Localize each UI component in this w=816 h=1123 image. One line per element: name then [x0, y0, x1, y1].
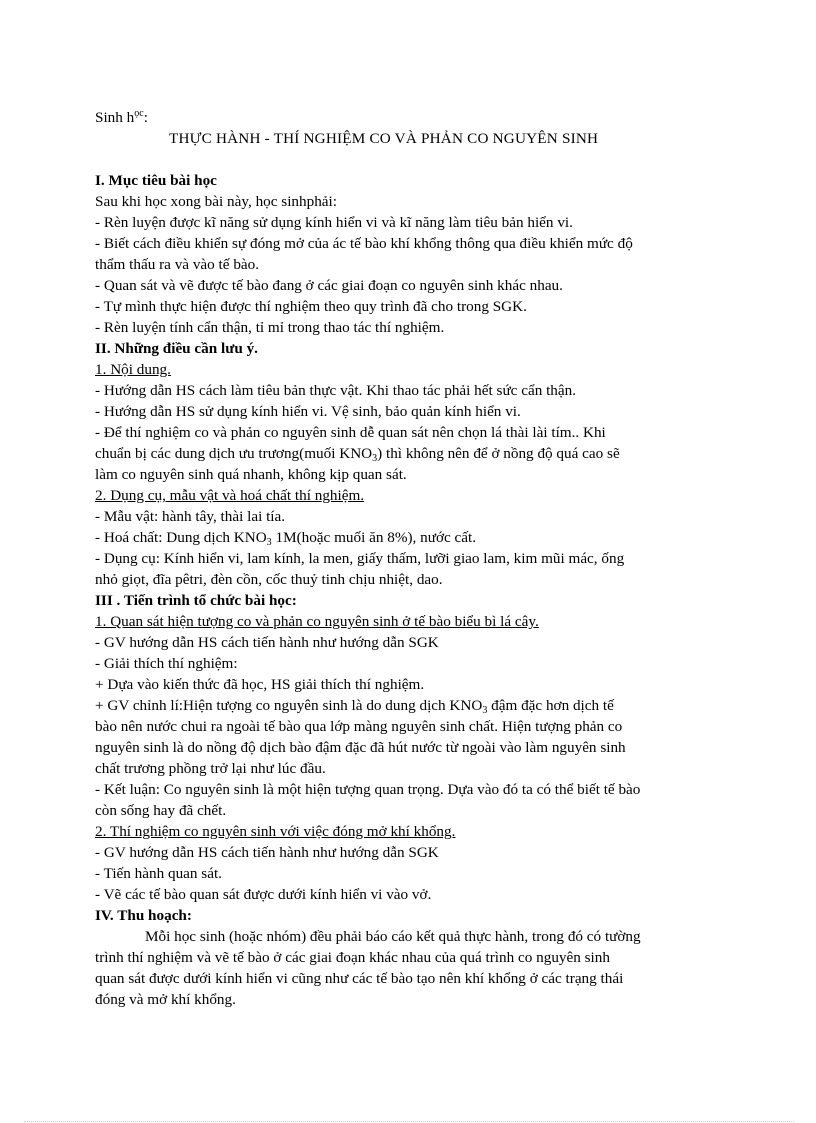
subject-superscript: ọc — [134, 108, 144, 119]
text-run: chuẩn bị các dung dịch ưu trương(muối KNO — [95, 445, 373, 462]
section-heading-objectives: I. Mục tiêu bài học — [95, 172, 217, 189]
list-item-continued — [95, 443, 725, 464]
list-item: - Vẽ các tế bào quan sát được dưới kính hiển vi vào vở. — [95, 886, 432, 903]
subheading-content: 1. Nội dung. — [95, 361, 171, 378]
list-item: - Quan sát và vẽ được tế bào đang ở các giai đoạn co nguyên sinh khác nhau. — [95, 277, 563, 294]
paragraph-line: đóng và mở khí khổng. — [95, 991, 236, 1008]
subscript: 3 — [266, 537, 272, 548]
text-run: đậm đặc hơn dịch tế — [487, 697, 614, 714]
subheading-equipment: 2. Dụng cụ, mẫu vật và hoá chất thí nghiệm. — [95, 487, 365, 504]
list-item: - Để thí nghiệm co và phản co nguyên sinh dễ quan sát nên chọn lá thài lài tím.. Khi — [95, 424, 606, 441]
subject-colon: : — [143, 109, 148, 126]
subject-label: Sinh h — [95, 109, 135, 126]
list-item: - Mẫu vật: hành tây, thài lai tía. — [95, 508, 286, 525]
list-item: thẩm thấu ra và vào tế bào. — [95, 256, 260, 273]
list-item-continued: bào nên nước chui ra ngoài tế bào qua lớp màng nguyên sinh chất. Hiện tượng phản co — [95, 718, 623, 735]
list-item: - Rèn luyện được kĩ năng sử dụng kính hiển vi và kĩ năng làm tiêu bản hiển vi. — [95, 214, 573, 231]
subscript: 3 — [482, 705, 488, 716]
text-run: 1M(hoặc muối ăn 8%), nước cất. — [271, 529, 477, 546]
page-title: THỰC HÀNH - THÍ NGHIỆM CO VÀ PHẢN CO NGUYÊN SINH — [169, 130, 599, 147]
list-item: - GV hướng dẫn HS cách tiến hành như hướng dẫn SGK — [95, 634, 439, 651]
list-item: - Tiến hành quan sát. — [95, 865, 222, 882]
paragraph-line: trình thí nghiệm và vẽ tế bào ở các giai đoạn khác nhau của quá trình co nguyên sinh — [95, 949, 610, 966]
list-item: - Hướng dẫn HS cách làm tiêu bản thực vật. Khi thao tác phải hết sức cẩn thận. — [95, 382, 577, 399]
spacer — [95, 151, 725, 170]
list-item: - Kết luận: Co nguyên sinh là một hiện tượng quan trọng. Dựa vào đó ta có thể biết tế bào — [95, 781, 641, 798]
paragraph-line: quan sát được dưới kính hiển vi cũng như các tế bào tạo nên khí khổng ở các trạng thái — [95, 970, 624, 987]
section-heading-harvest: IV. Thu hoạch: — [95, 907, 192, 924]
subject-line — [95, 107, 725, 128]
document-content — [95, 107, 725, 1010]
subscript: 3 — [372, 453, 378, 464]
list-item: - Biết cách điều khiển sự đóng mở của ác tế bào khí khổng thông qua điều khiển mức độ — [95, 235, 633, 252]
list-item: + Dựa vào kiến thức đã học, HS giải thích thí nghiệm. — [95, 676, 425, 693]
list-item: - Hướng dẫn HS sử dụng kính hiển vi. Vệ sinh, bảo quản kính hiển vi. — [95, 403, 521, 420]
text-run: - Hoá chất: Dung dịch KNO — [95, 529, 267, 546]
list-item: - Giải thích thí nghiệm: — [95, 655, 238, 672]
list-item — [95, 695, 725, 716]
list-item-continued: còn sống hay đã chết. — [95, 802, 227, 819]
list-item: - Tự mình thực hiện được thí nghiệm theo quy trình đã cho trong SGK. — [95, 298, 527, 315]
text-run: ) thì không nên để ở nồng độ quá cao sẽ — [377, 445, 620, 462]
list-item: - Rèn luyện tính cẩn thận, tỉ mỉ trong thao tác thí nghiệm. — [95, 319, 445, 336]
page-bottom-divider — [24, 1121, 794, 1122]
list-item: - Dụng cụ: Kính hiển vi, lam kính, la men, giấy thấm, lưỡi giao lam, kim mũi mác, ống — [95, 550, 625, 567]
list-item-continued: nhỏ giọt, đĩa pêtri, đèn cồn, cốc thuỷ tinh chịu nhiệt, dao. — [95, 571, 443, 588]
section-heading-notes: II. Những điều cần lưu ý. — [95, 340, 258, 357]
list-item-continued: chất trương phồng trở lại như lúc đầu. — [95, 760, 326, 777]
list-item: - GV hướng dẫn HS cách tiến hành như hướng dẫn SGK — [95, 844, 439, 861]
subheading-stomata: 2. Thí nghiệm co nguyên sinh với việc đóng mở khí khổng. — [95, 823, 456, 840]
subheading-observation: 1. Quan sát hiện tượng co và phản co nguyên sinh ở tế bào biểu bì lá cây. — [95, 613, 539, 630]
section-heading-process: III . Tiến trình tổ chức bài học: — [95, 592, 297, 609]
list-item-continued: làm co nguyên sinh quá nhanh, không kịp quan sát. — [95, 466, 407, 483]
paragraph-line: Mỗi học sinh (hoặc nhóm) đều phải báo cáo kết quả thực hành, trong đó có tường — [145, 928, 641, 945]
list-item — [95, 527, 725, 548]
list-item-continued: nguyên sinh là do nồng độ dịch bào đậm đặc đã hút nước từ ngoài vào làm nguyên sinh — [95, 739, 626, 756]
objectives-intro: Sau khi học xong bài này, học sinhphải: — [95, 193, 337, 210]
text-run: + GV chỉnh lí:Hiện tượng co nguyên sinh là do dung dịch KNO — [95, 697, 483, 714]
